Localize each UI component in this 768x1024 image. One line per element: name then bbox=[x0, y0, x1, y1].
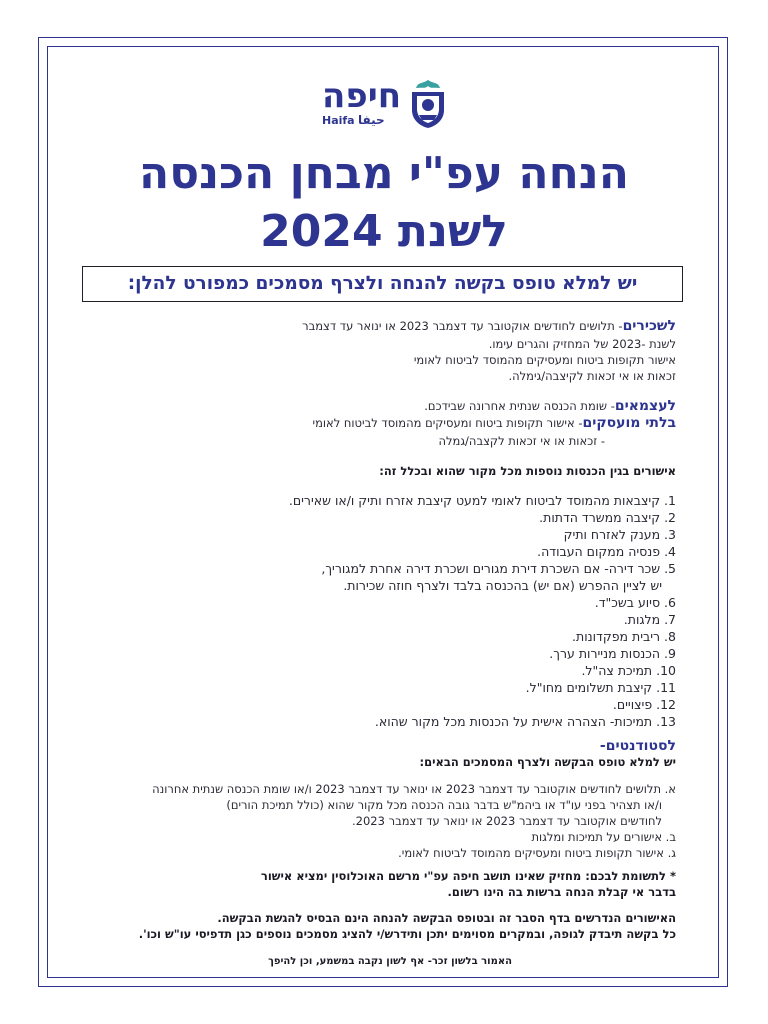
self-employed-line bbox=[424, 398, 676, 414]
students-line1: א. תלושים לחודשים אוקטובר עד דצמבר 2023 או ינואר עד דצמבר 2023 ו/או שומת הכנסה שנתית אחרונה bbox=[152, 782, 676, 796]
income-item-11: 11. קיצבת תשלומים מחו"ל. bbox=[525, 680, 676, 695]
notice-line2: בדבר אי קבלת הנחה ברשות בה הינו רשום. bbox=[447, 885, 676, 899]
notice-line1: * לתשומת לבכם: מחזיק שאינו תושב חיפה עפ"י מרשם האוכלוסין ימציא אישור bbox=[260, 869, 676, 883]
additional-income-heading: אישורים בגין הכנסות נוספות מכל מקור שהוא ובכלל זה: bbox=[379, 464, 676, 478]
employees-line3: אישור תקופות ביטוח ומעסיקים מהמוסד לביטוח לאומי bbox=[413, 353, 676, 367]
employees-label: לשכירים bbox=[622, 318, 676, 334]
income-item-1: 1. קיצבאות מהמוסד לביטוח לאומי למעט קיצבת אזרח ותיק ו/או שאירים. bbox=[288, 493, 676, 508]
students-label: לסטודנטים- bbox=[599, 738, 676, 754]
students-line3: לחודשים אוקטובר עד דצמבר 2023 או ינואר עד דצמבר 2023. bbox=[351, 814, 662, 828]
logo-hebrew-text: חיפה bbox=[322, 76, 402, 116]
boxed-instruction: יש למלא טופס בקשה להנחה ולצרף מסמכים כמפורט להלן: bbox=[82, 266, 683, 302]
unemployed-line1 bbox=[313, 415, 677, 431]
income-item-8: 8. ריבית מפקדונות. bbox=[572, 629, 676, 644]
self-employed-text: - שומת הכנסה שנתית אחרונה שבידכם. bbox=[424, 399, 615, 413]
students-line5: ג. אישור תקופות ביטוח ומעסיקים מהמוסד לביטוח לאומי. bbox=[398, 846, 676, 860]
income-item-5-cont: יש לציין ההפרש (אם יש) בהכנסה בלבד ולצרף חוזה שכירות. bbox=[343, 578, 662, 593]
income-item-3: 3. מענק לאזרח ותיק bbox=[563, 527, 676, 542]
logo-english-text: Haifa bbox=[322, 114, 355, 127]
self-employed-label: לעצמאים bbox=[614, 398, 676, 414]
main-title-line1: הנחה עפ"י מבחן הכנסה bbox=[139, 148, 629, 199]
main-title-line2: לשנת 2024 bbox=[260, 206, 508, 257]
employees-text1: - תלושים לחודשים אוקטובר עד דצמבר 2023 או ינואר עד דצמבר bbox=[302, 319, 623, 333]
students-line4: ב. אישורים על תמיכות ומלגות bbox=[531, 830, 676, 844]
haifa-logo bbox=[318, 76, 448, 136]
income-item-13: 13. תמיכות- הצהרה אישית על הכנסות מכל מקור שהוא. bbox=[374, 714, 676, 729]
employees-line4: זכאות או אי זכאות לקיצבה/גימלה. bbox=[508, 369, 676, 383]
haifa-crest-icon bbox=[408, 78, 448, 130]
income-item-2: 2. קיצבה ממשרד הדתות. bbox=[539, 510, 676, 525]
income-item-5: 5. שכר דירה- אם השכרת דירת מגורים ושכרת דירה אחרת למגוריך, bbox=[321, 561, 676, 576]
employees-line2: לשנת -2023 של המחזיק והגרים עימו. bbox=[488, 337, 676, 351]
income-item-12: 12. פיצויים. bbox=[612, 697, 676, 712]
closing-line1: האישורים הנדרשים בדף הסבר זה ובטופס הבקשה להנחה הינם הבסיס להגשת הבקשה. bbox=[217, 911, 676, 925]
unemployed-text1: - אישור תקופות ביטוח ומעסיקים מהמוסד לביטוח לאומי bbox=[312, 416, 583, 430]
employees-line1 bbox=[302, 318, 676, 334]
unemployed-label: בלתי מועסקים bbox=[582, 415, 676, 431]
unemployed-line2: - זכאות או אי זכאות לקצבה/גמלה bbox=[438, 434, 605, 448]
income-item-7: 7. מלגות. bbox=[623, 612, 676, 627]
closing-line2: כל בקשה תיבדק לגופה, ובמקרים מסוימים יתכן ותידרש/י להציג מסמכים נוספים כגן תדפיסי עו"ש וכו'. bbox=[138, 927, 676, 941]
income-item-6: 6. סיוע בשכ"ד. bbox=[594, 595, 676, 610]
income-item-9: 9. הכנסות מניירות ערך. bbox=[549, 646, 676, 661]
income-item-4: 4. פנסיה ממקום העבודה. bbox=[537, 544, 676, 559]
logo-arabic-text: حيفا bbox=[358, 113, 385, 127]
income-item-10: 10. תמיכת צה"ל. bbox=[581, 663, 676, 678]
students-subheading: יש למלא טופס הבקשה ולצרף המסמכים הבאים: bbox=[419, 755, 676, 769]
students-line2: ו/או תצהיר בפני עו"ד או ביהמ"ש בדבר גובה הכנסה מכל מקור שהוא (כולל תמיכת הורים) bbox=[226, 798, 662, 812]
footer-note: האמור בלשון זכר- אף לשון נקבה במשמע, וכן להיפך bbox=[268, 956, 512, 967]
